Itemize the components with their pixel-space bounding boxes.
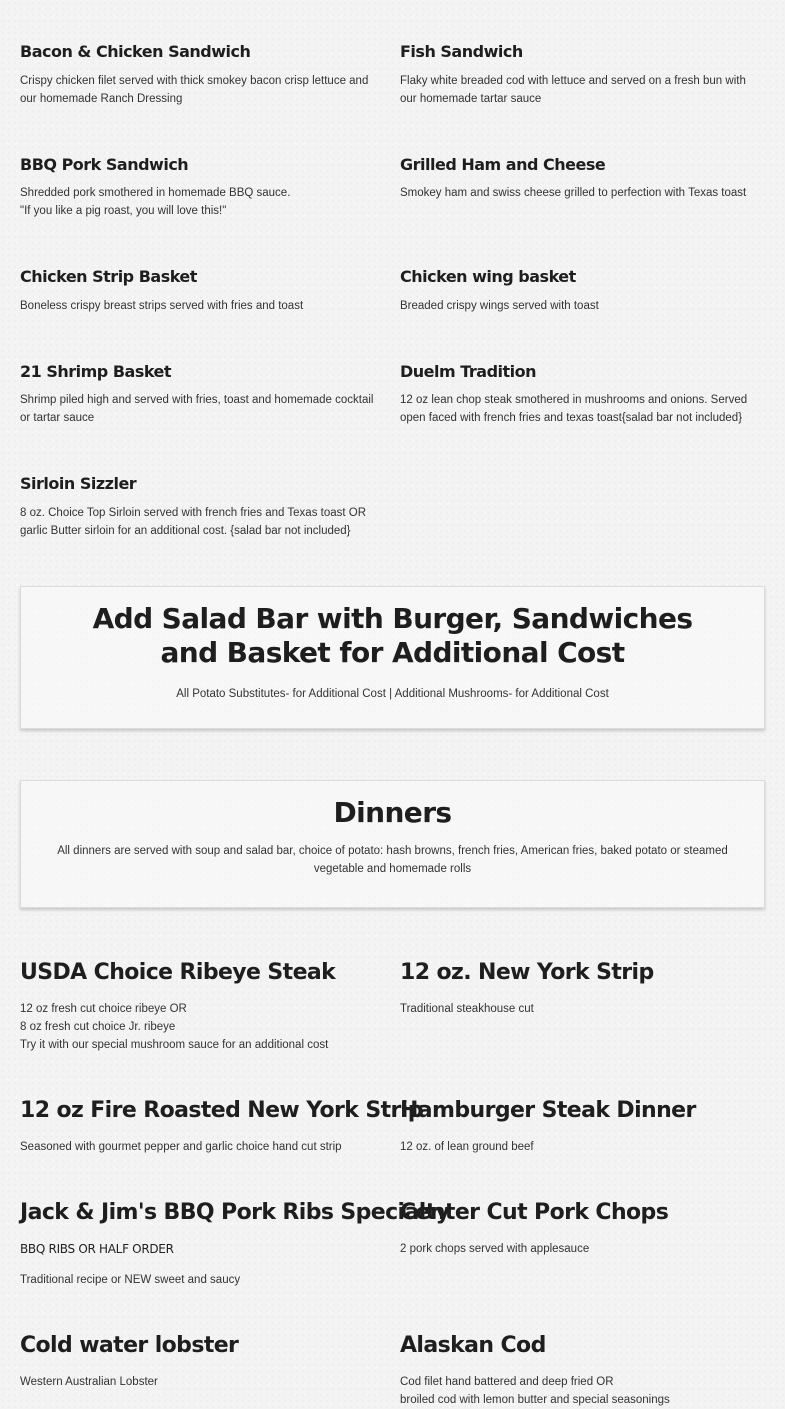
dinner-item-description: Traditional recipe or NEW sweet and saucy <box>20 1274 241 1286</box>
menu-item-title: Sirloin Sizzler <box>20 474 137 493</box>
menu-item-title: Duelm Tradition <box>400 362 537 381</box>
menu-item-description: Boneless crispy breast strips served with fries and toast <box>20 300 304 312</box>
menu-item <box>20 153 380 220</box>
dinner-item-description: 2 pork chops served with applesauce <box>400 1243 590 1255</box>
salad-bar-note: All Potato Substitutes- for Additional Cost | Additional Mushrooms- for Additional Cost <box>176 688 609 700</box>
dinner-item-title: Cold water lobster <box>20 1333 239 1358</box>
dinners-panel <box>20 780 765 908</box>
dinner-item-title: 12 oz. New York Strip <box>400 960 654 985</box>
salad-bar-heading: Add Salad Bar with Burger, Sandwiches and Basket for Additional Cost <box>92 602 693 669</box>
menu-item-description: Shrimp piled high and served with fries, toast and homemade cocktail or tartar sauce <box>20 394 374 424</box>
dinner-item-title: 12 oz Fire Roasted New York Strip <box>20 1098 423 1123</box>
dinner-item-description: Traditional steakhouse cut <box>400 1003 534 1015</box>
dinner-item <box>20 958 380 1054</box>
menu-item <box>20 265 380 315</box>
dinner-item-description: Seasoned with gourmet pepper and garlic choice hand cut strip <box>20 1141 342 1153</box>
dinner-item-subtitle: BBQ RIBS OR HALF ORDER <box>20 1242 174 1256</box>
dinner-item <box>20 1198 450 1289</box>
dinner-item-description: 12 oz. of lean ground beef <box>400 1141 534 1153</box>
menu-item <box>400 360 760 427</box>
dinner-item-description: 12 oz fresh cut choice ribeye OR 8 oz fresh cut choice Jr. ribeye Try it with our special mushroom sauce for an additional cost <box>20 1003 329 1051</box>
dinner-item-title: Hamburger Steak Dinner <box>400 1098 696 1123</box>
menu-item <box>400 40 760 108</box>
dinner-item-description: Cod filet hand battered and deep fried OR broiled cod with lemon butter and special seasonings <box>400 1376 670 1406</box>
dinner-item <box>400 1331 760 1409</box>
dinners-note: All dinners are served with soup and salad bar, choice of potato: hash browns, french fries, American fries, baked potato or steamed vegetable and homemade rolls <box>57 845 728 875</box>
menu-item-description: 12 oz lean chop steak smothered in mushrooms and onions. Served open faced with french fries and texas toast{salad bar not included} <box>400 394 748 424</box>
menu-item-title: 21 Shrimp Basket <box>20 362 172 381</box>
menu-item <box>20 472 380 540</box>
dinner-item <box>400 1096 760 1156</box>
menu-item-description: Crispy chicken filet served with thick smokey bacon crisp lettuce and our homemade Ranch Dressing <box>20 75 369 105</box>
menu-item <box>400 265 760 315</box>
menu-item-description: Shredded pork smothered in homemade BBQ sauce. "If you like a pig roast, you will love this!" <box>20 187 291 217</box>
menu-item-title: Bacon & Chicken Sandwich <box>20 42 251 61</box>
menu-item-title: Fish Sandwich <box>400 42 523 61</box>
menu-item-description: Smokey ham and swiss cheese grilled to perfection with Texas toast <box>400 187 747 199</box>
dinner-item-title: USDA Choice Ribeye Steak <box>20 960 336 985</box>
menu-item-title: Grilled Ham and Cheese <box>400 155 606 174</box>
dinner-item-title: Center Cut Pork Chops <box>400 1200 669 1225</box>
dinners-heading: Dinners <box>333 796 452 829</box>
menu-item-description: Breaded crispy wings served with toast <box>400 300 599 312</box>
menu-item-title: Chicken Strip Basket <box>20 267 197 286</box>
salad-bar-panel <box>20 586 765 729</box>
menu-item-description: 8 oz. Choice Top Sirloin served with french fries and Texas toast OR garlic Butter sirloin for an additional cost. {salad bar not included} <box>20 507 367 537</box>
menu-item <box>400 153 760 202</box>
dinner-item <box>400 958 760 1018</box>
menu-item-title: Chicken wing basket <box>400 267 576 286</box>
dinner-item-title: Jack & Jim's BBQ Pork Ribs Specialty <box>20 1200 450 1225</box>
dinner-item <box>20 1331 380 1391</box>
dinner-item-title: Alaskan Cod <box>400 1333 546 1358</box>
menu-item-description: Flaky white breaded cod with lettuce and served on a fresh bun with our homemade tartar sauce <box>400 75 746 105</box>
menu-item-title: BBQ Pork Sandwich <box>20 155 189 174</box>
dinner-item-description: Western Australian Lobster <box>20 1376 158 1388</box>
dinner-item <box>20 1096 423 1156</box>
dinner-item <box>400 1198 760 1258</box>
menu-item <box>20 40 380 108</box>
menu-item <box>20 360 380 427</box>
